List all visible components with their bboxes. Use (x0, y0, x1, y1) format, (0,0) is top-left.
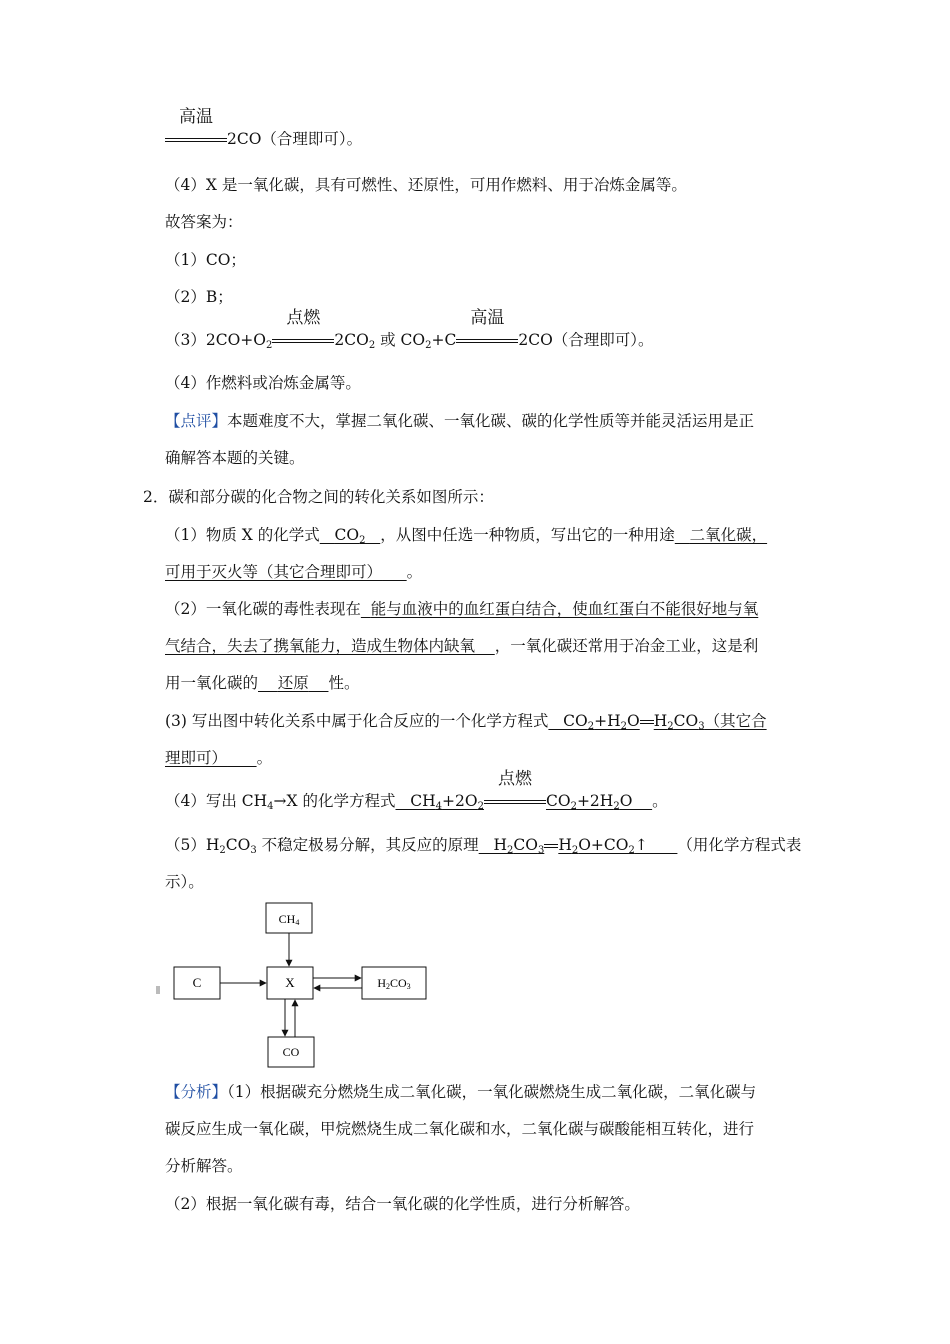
node-co (268, 1037, 314, 1067)
analysis-line-2: 碳反应生成一氧化碳，甲烷燃烧生成二氧化碳和水，二氧化碳与碳酸能相互转化，进行 (165, 1120, 755, 1138)
question-2-part-5: $(5)H_2CO_3$ 不稳定极易分解，其反应的原理 $H_2CO_3$ $H_2O+CO_2↑$ （用化学方程式表 (165, 836, 802, 856)
comment-tag: 【点评】 (165, 412, 228, 430)
answer-4: （4）作燃料或冶炼金属等。 (165, 374, 361, 392)
svg-text:CO: CO (282, 1045, 300, 1059)
node-h2co3 (362, 967, 426, 999)
answer-2: （2）B； (165, 288, 233, 306)
question-2-part-3-cont: 理即可） 。 (165, 749, 273, 767)
equation-sign-ignite: 点燃 (272, 329, 334, 351)
equation-continuation: 高温 2CO（合理即可）。 (165, 128, 362, 150)
question-2-part-3: (3) 写出图中转化关系中属于化合反应的一个化学方程式 $CO_2+H_2O$ $H_2CO_3$（其它合 (165, 712, 767, 732)
answer-intro: 故答案为： (165, 213, 243, 231)
question-2-part-2-cont2: 用一氧化碳的 还原 性。 (165, 674, 360, 692)
equation-sign-high-temp: 高温 (165, 128, 227, 150)
analysis: 【分析】（1）根据碳充分燃烧生成二氧化碳，一氧化碳燃烧生成二氧化碳，二氧化碳与 (165, 1083, 757, 1101)
node-c (174, 967, 220, 999)
conversion-diagram (150, 895, 450, 1075)
blank-answer: $CH_4+2O_2$ 点燃 $CO_2+2H_2O$ (395, 769, 653, 812)
comment: 【点评】本题难度不大，掌握二氧化碳、一氧化碳、碳的化学性质等并能灵活运用是正 (165, 412, 755, 430)
svg-text:H2CO3: H2CO3 (377, 976, 411, 991)
question-2-part-1-cont: 可用于灭火等（其它合理即可） 。 (165, 563, 423, 581)
blank-answer: 能与血液中的血红蛋白结合，使血红蛋白不能很好地与氧 (370, 600, 759, 618)
analysis-tag: 【分析】 (165, 1083, 228, 1101)
question-2-part-1: （1）物质 X 的化学式 $CO_2$ ，从图中任选一种物质，写出它的一种用途 二氧化碳， (165, 526, 768, 546)
svg-text:C: C (192, 975, 202, 990)
answer-3: $(3)2CO+O_2$ 点燃 $2CO_2$ 或 $CO_2+C$ 高温 2CO（合理即可）。 (165, 308, 654, 351)
answer-1: （1）CO； (165, 251, 246, 269)
blank-answer: 二氧化碳， (689, 526, 768, 544)
question-2-part-4: （4）写出 $CH_4\to X$ 的化学方程式 $CH_4+2O_2$ 点燃 $CO_2+2H_2O$ 。 (165, 769, 668, 812)
question-2-part-2: （2）一氧化碳的毒性表现在 能与血液中的血红蛋白结合，使血红蛋白不能很好地与氧 (165, 600, 759, 618)
equation-sign-high-temp: 高温 (456, 329, 518, 351)
question-2-part-5-cont: 示）。 (165, 873, 204, 891)
comment-line-2: 确解答本题的关键。 (165, 449, 305, 467)
equation-sign-ignite: 点燃 (484, 790, 546, 812)
question-2-title: 2．碳和部分碳的化合物之间的转化关系如图所示： (143, 488, 494, 506)
node-ch4 (266, 903, 312, 933)
blank-answer: $CO_2+H_2O$ $H_2CO_3$（其它合 (548, 712, 767, 732)
analysis-line-3: 分析解答。 (165, 1157, 243, 1175)
answer-part-4-explanation: （4）X 是一氧化碳，具有可燃性、还原性，可用作燃料、用于冶炼金属等。 (165, 176, 687, 194)
blank-answer: $CO_2$ (334, 526, 366, 546)
svg-text:CH4: CH4 (278, 912, 300, 927)
question-2-part-2-cont: 气结合，失去了携氧能力，造成生物体内缺氧 ，一氧化碳还常用于冶金工业，这是利 (165, 637, 759, 655)
blank-answer: $H_2CO_3$ $H_2O+CO_2↑$ (478, 836, 678, 856)
svg-text:X: X (285, 975, 295, 990)
node-x (267, 967, 313, 999)
analysis-line-4: （2）根据一氧化碳有毒，结合一氧化碳的化学性质，进行分析解答。 (165, 1195, 640, 1213)
blank-answer: 还原 (277, 674, 309, 692)
